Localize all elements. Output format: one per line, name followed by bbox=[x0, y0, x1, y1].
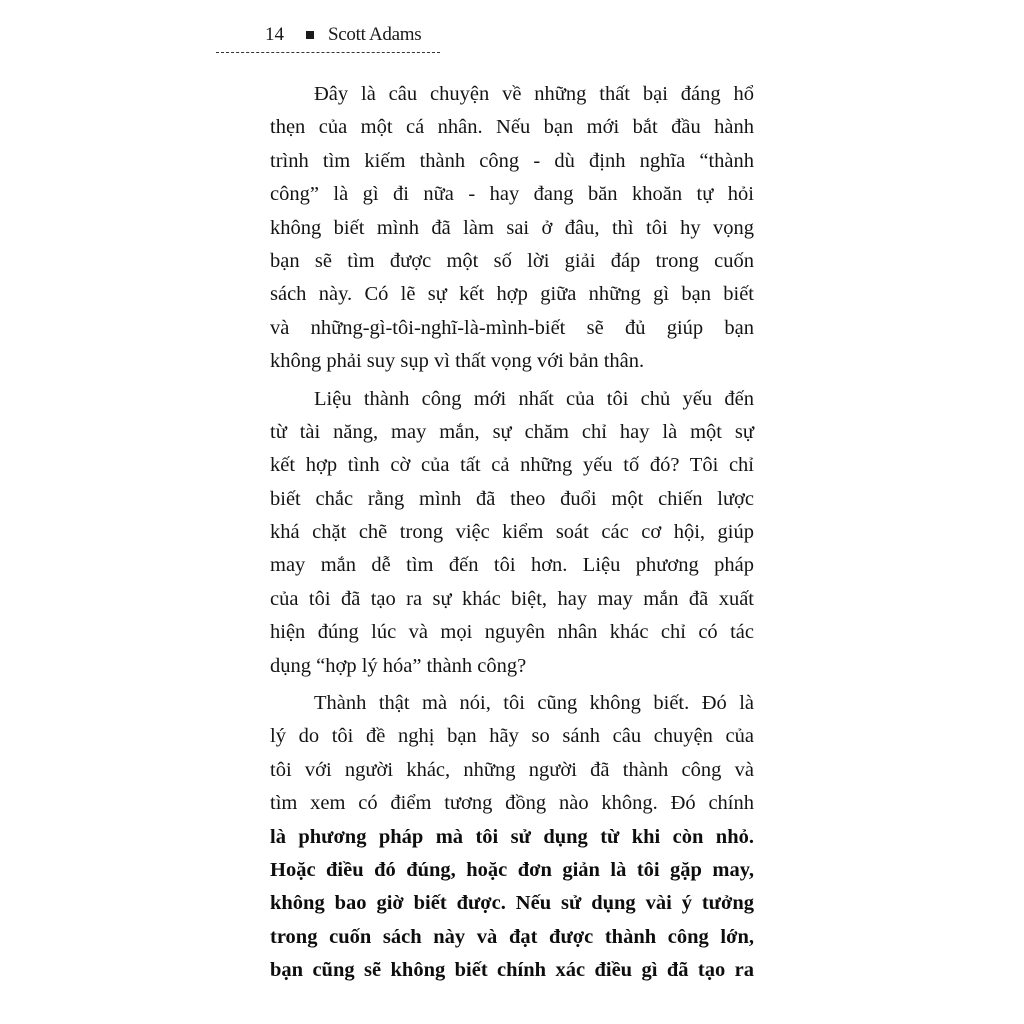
text-line: tôi với người khác, những người đã thành công và bbox=[270, 758, 754, 781]
square-bullet-icon bbox=[306, 31, 314, 39]
header-dashed-rule bbox=[216, 52, 440, 53]
paragraph-1 bbox=[270, 78, 754, 379]
page-header bbox=[265, 22, 421, 48]
bold-text-block bbox=[270, 821, 754, 988]
text-line: thẹn của một cá nhân. Nếu bạn mới bắt đầu hành bbox=[270, 116, 754, 139]
text-line: không phải suy sụp vì thất vọng với bản thân. bbox=[270, 350, 645, 373]
text-line: bạn sẽ tìm được một số lời giải đáp trong cuốn bbox=[270, 249, 754, 272]
text-line: trình tìm kiếm thành công - dù định nghĩa “thành bbox=[270, 149, 754, 172]
text-line: không bao giờ biết được. Nếu sử dụng vài ý tưởng bbox=[270, 892, 754, 915]
text-line: lý do tôi đề nghị bạn hãy so sánh câu chuyện của bbox=[270, 725, 754, 748]
text-line: khá chặt chẽ trong việc kiểm soát các cơ hội, giúp bbox=[270, 521, 754, 544]
text-line: là phương pháp mà tôi sử dụng từ khi còn nhỏ. bbox=[270, 825, 754, 848]
text-line: sách này. Có lẽ sự kết hợp giữa những gì bạn biết bbox=[270, 283, 754, 306]
text-line: biết chắc rằng mình đã theo đuổi một chiến lược bbox=[270, 487, 754, 510]
text-line: Thành thật mà nói, tôi cũng không biết. Đó là bbox=[314, 692, 754, 715]
running-head-author: Scott Adams bbox=[328, 24, 422, 45]
text-line: và những-gì-tôi-nghĩ-là-mình-biết sẽ đủ giúp bạn bbox=[270, 316, 754, 339]
text-line: dụng “hợp lý hóa” thành công? bbox=[270, 654, 527, 677]
text-line: Liệu thành công mới nhất của tôi chủ yếu đến bbox=[314, 387, 754, 410]
text-line: Hoặc điều đó đúng, hoặc đơn giản là tôi gặp may, bbox=[270, 858, 754, 881]
text-line: công” là gì đi nữa - hay đang băn khoăn tự hỏi bbox=[270, 183, 754, 206]
text-line: kết hợp tình cờ của tất cả những yếu tố đó? Tôi chỉ bbox=[270, 454, 754, 477]
text-line: của tôi đã tạo ra sự khác biệt, hay may mắn đã xuất bbox=[270, 587, 754, 610]
text-line: may mắn dễ tìm đến tôi hơn. Liệu phương pháp bbox=[270, 554, 754, 577]
text-line: hiện đúng lúc và mọi nguyên nhân khác chỉ có tác bbox=[270, 621, 754, 644]
text-line: bạn cũng sẽ không biết chính xác điều gì đã tạo ra bbox=[270, 959, 754, 982]
paragraph-3 bbox=[270, 687, 754, 988]
paragraph-2 bbox=[270, 383, 754, 684]
text-line: trong cuốn sách này và đạt được thành công lớn, bbox=[270, 925, 754, 948]
text-line: tìm xem có điểm tương đồng nào không. Đó chính bbox=[270, 792, 754, 815]
page-number: 14 bbox=[265, 24, 284, 45]
body-text bbox=[270, 78, 754, 988]
text-line: Đây là câu chuyện về những thất bại đáng hổ bbox=[314, 83, 754, 105]
text-line: không biết mình đã làm sai ở đâu, thì tôi hy vọng bbox=[270, 216, 754, 239]
text-line: từ tài năng, may mắn, sự chăm chỉ hay là một sự bbox=[270, 420, 754, 443]
